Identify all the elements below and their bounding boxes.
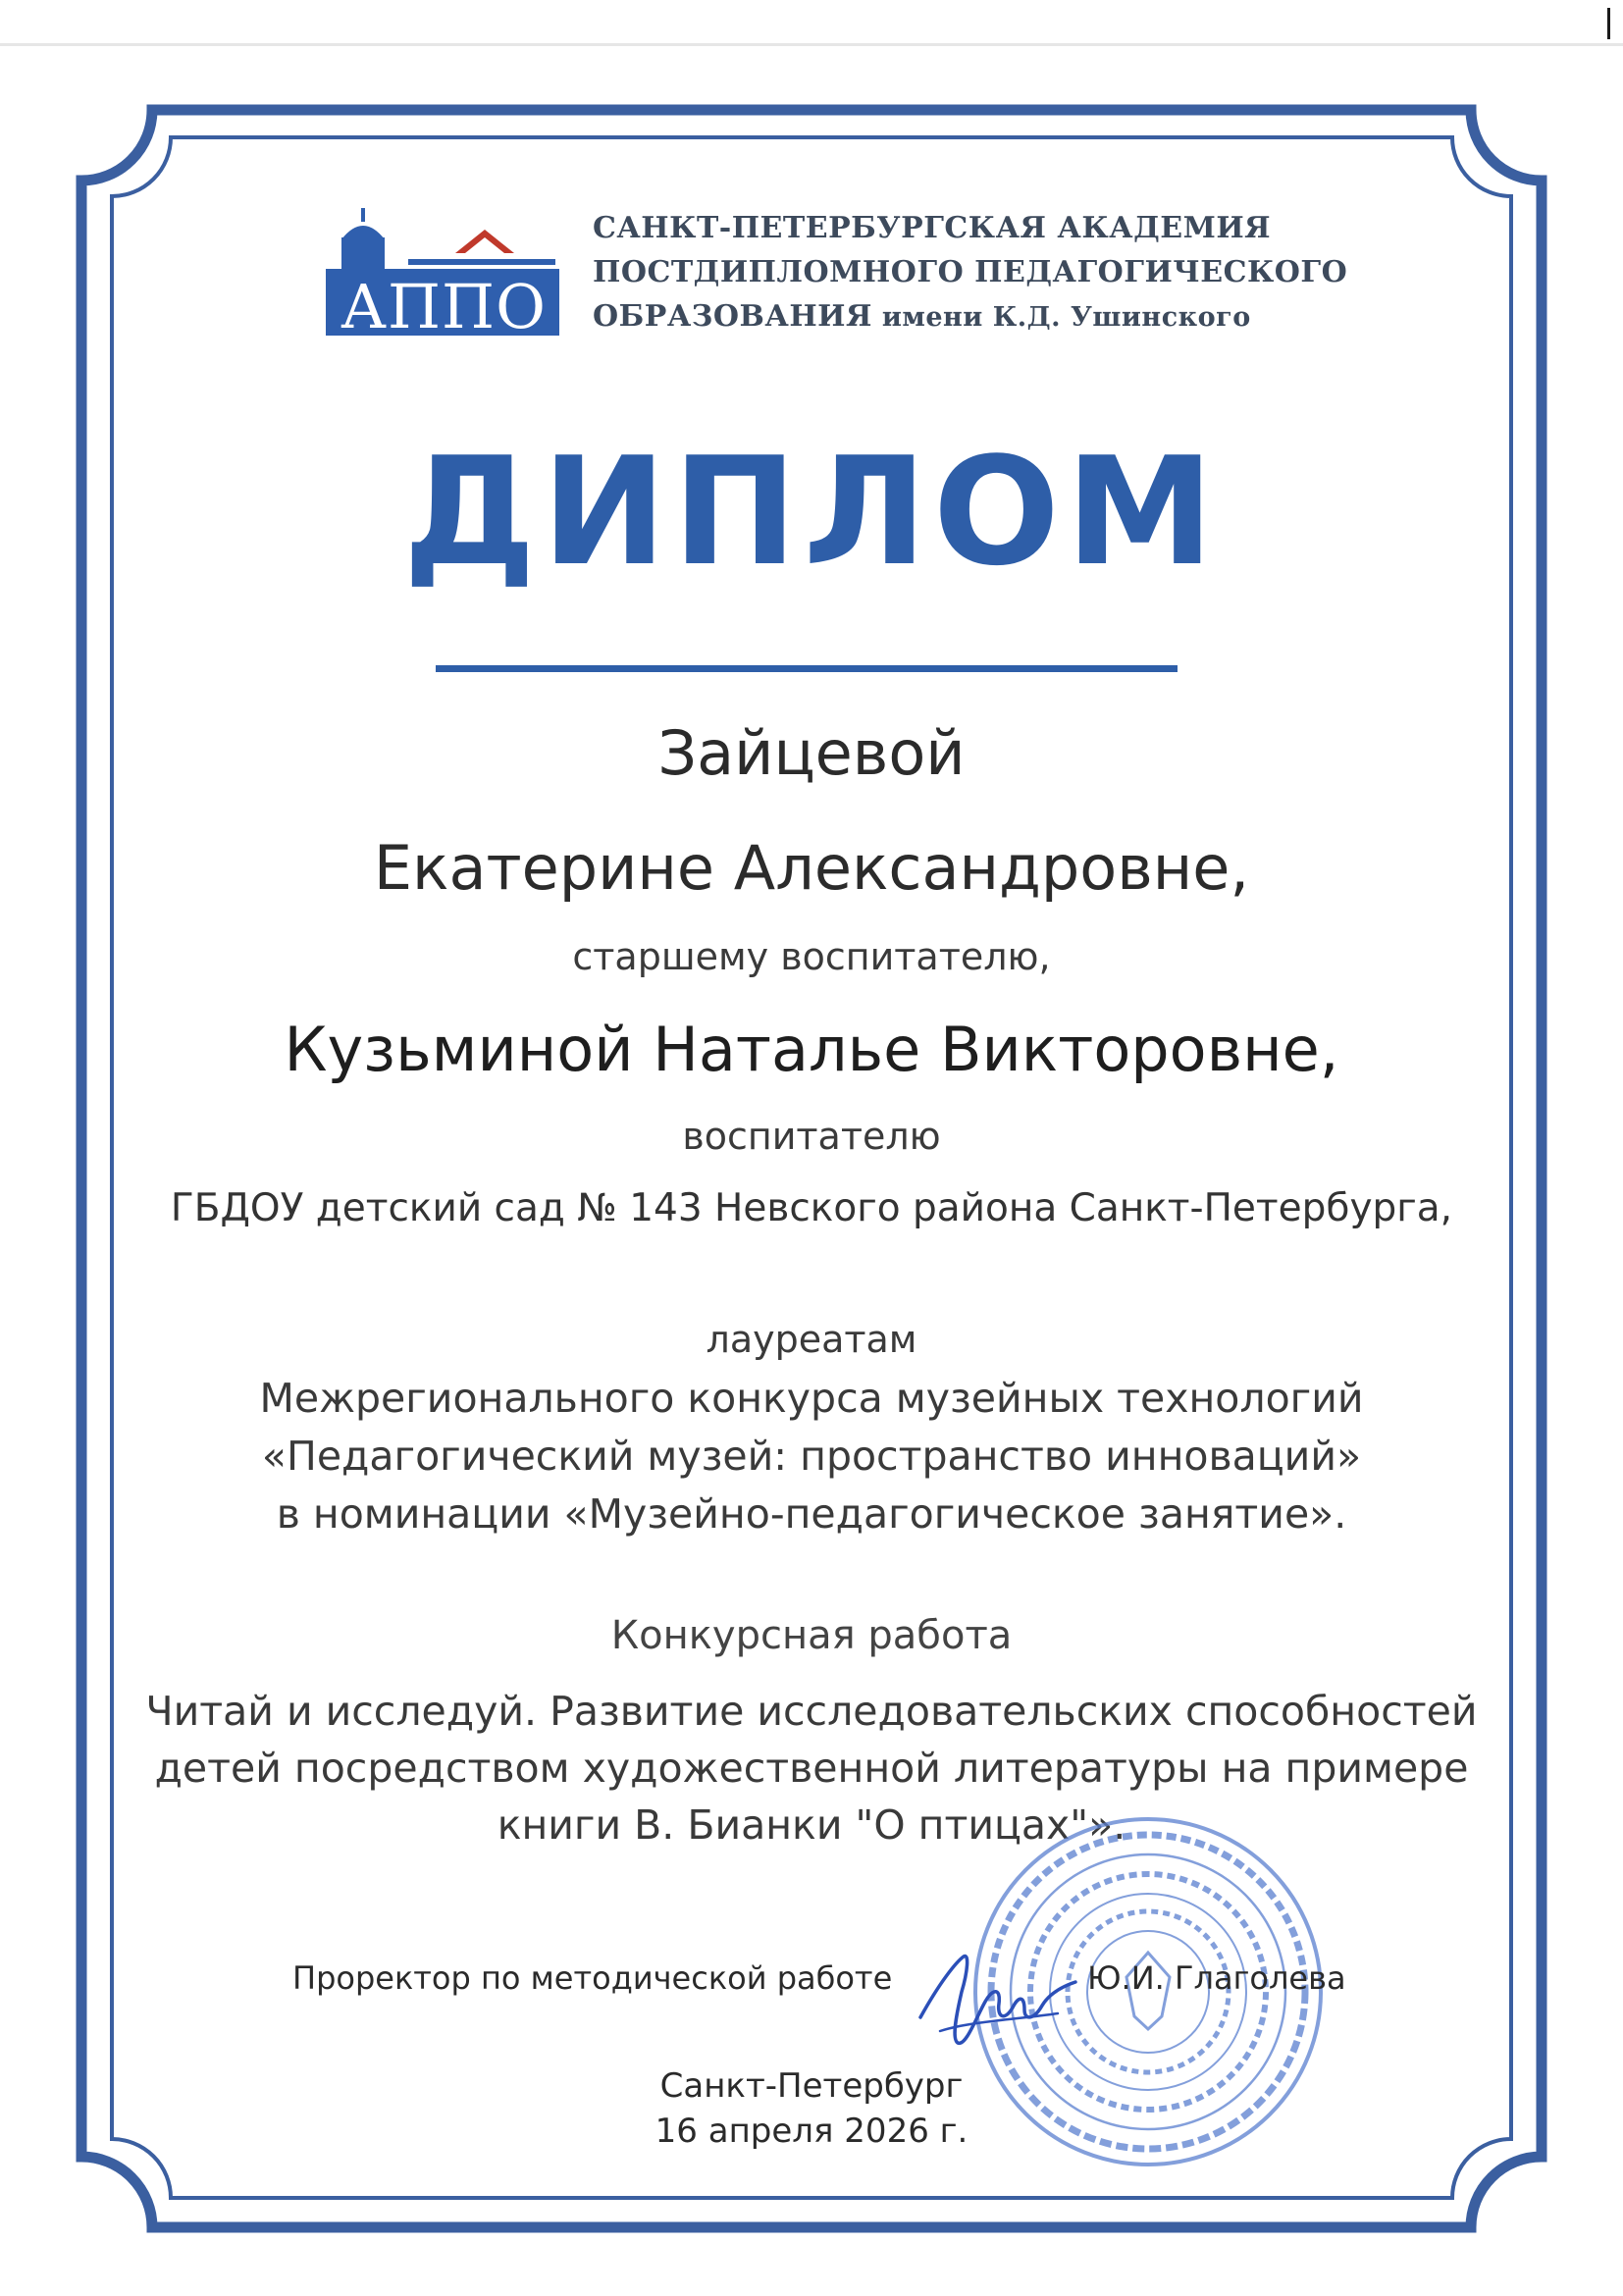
award-line-2: «Педагогический музей: пространство инноваций» [261,1433,1362,1480]
logo-top-bar [408,259,555,265]
signature [911,1923,1087,2061]
issue-date: 16 апреля 2026 г. [654,2112,969,2151]
recipient-surname-1: Зайцевой [657,717,966,789]
work-line-2: детей посредством художественной литературы на примере [154,1745,1469,1792]
title-underline [436,665,1178,672]
logo-red-roof [455,230,514,253]
institution-line-3 [593,294,1338,339]
institution-line-3-named: имени К.Д. Ушинского [871,302,1251,333]
appo-logo [322,208,563,338]
issue-place: Санкт-Петербург [659,2066,964,2106]
logo-spire [361,208,365,222]
logo-building-tower [341,237,385,273]
diploma-title: ДИПЛОМ [402,425,1221,599]
recipient-position-1: старшему воспитателю, [572,935,1051,978]
award-line-3: в номинации «Музейно-педагогическое занятие». [276,1490,1347,1538]
logo-dome [341,226,385,239]
work-title [0,1683,1623,1853]
recipient-given-names-1: Екатерине Александровне, [373,832,1250,904]
institution-line-1: САНКТ-ПЕТЕРБУРГСКАЯ АКАДЕМИЯ [593,211,1272,245]
award-line-1: Межрегионального конкурса музейных технологий [259,1375,1364,1422]
award-contest [0,1370,1623,1543]
signatory-name: Ю.И. Глаголева [1087,1959,1346,1997]
work-line-1: Читай и исследуй. Развитие исследовательских способностей [145,1688,1478,1735]
signatory-role: Проректор по методической работе [292,1959,893,1997]
recipient-position-2: воспитателю [682,1115,941,1158]
recipient-name-2: Кузьминой Наталье Викторовне, [284,1014,1339,1085]
institution-name [593,206,1348,339]
organization: ГБДОУ детский сад № 143 Невского района Санкт-Петербурга, [170,1186,1453,1230]
institution-line-2: ПОСТДИПЛОМНОГО ПЕДАГОГИЧЕСКОГО [593,255,1348,289]
institution-line-3-main: ОБРАЗОВАНИЯ [593,299,872,334]
work-label: Конкурсная работа [610,1613,1013,1658]
award-status: лауреатам [706,1318,917,1361]
work-line-3: книги В. Бианки "О птицах"». [497,1801,1126,1849]
logo-text: АППО [340,271,547,338]
